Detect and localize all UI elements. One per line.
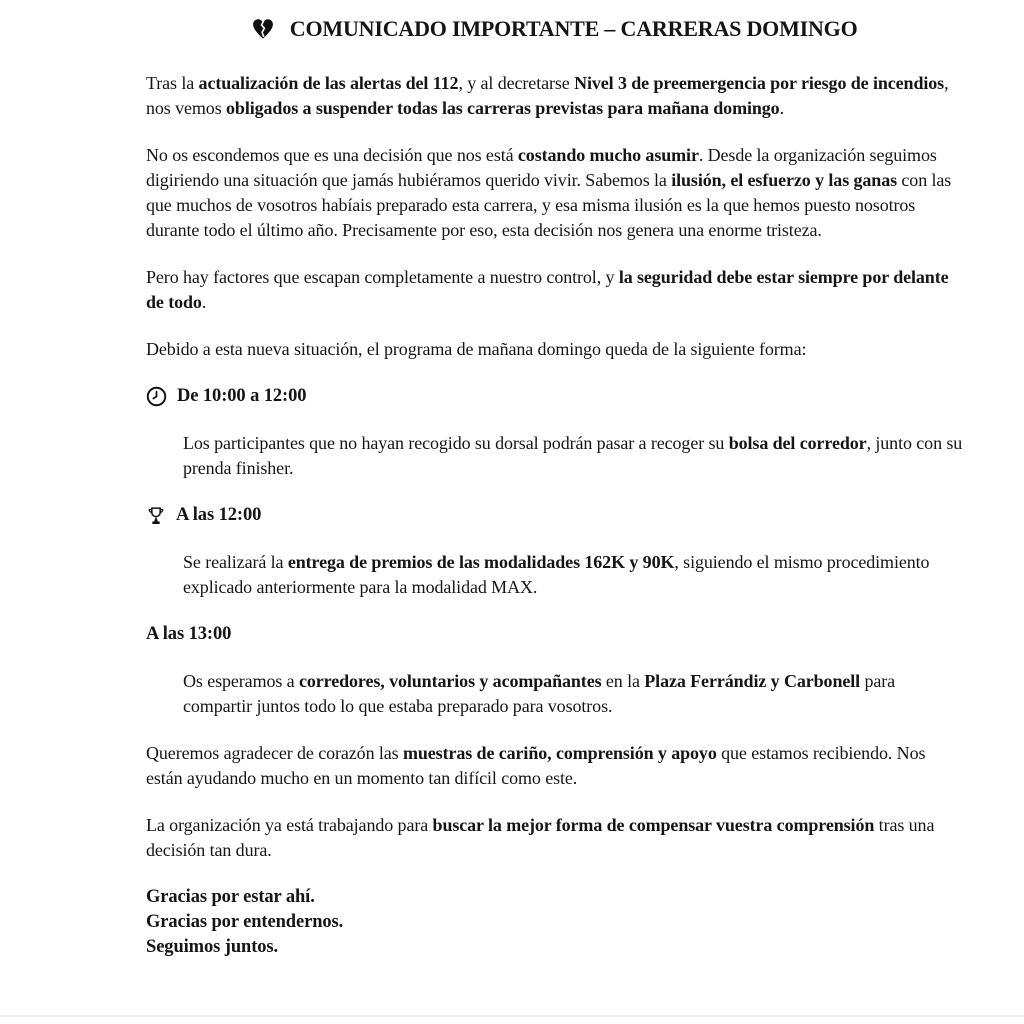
- bold-text-run: muestras de cariño, comprensión y apoyo: [402, 743, 717, 763]
- text-run: Os esperamos a: [183, 671, 299, 691]
- text-run: . Desde la organización seguimos digiriendo una situación que jamás hubiéramos querido vivir. Sabemos la: [146, 145, 937, 190]
- document-blocks: [146, 71, 963, 960]
- bold-text-run: buscar la mejor forma de compensar vuestra comprensión: [432, 815, 875, 835]
- closing-line: Gracias por estar ahí.: [146, 887, 315, 907]
- heading-text: A las 13:00: [146, 624, 232, 644]
- schedule-12-heading: [146, 503, 963, 528]
- compensation-paragraph: [146, 813, 963, 863]
- awards-paragraph: [146, 550, 963, 600]
- text-run: que estamos recibiendo. Nos están ayudando mucho en un momento tan difícil como este.: [146, 743, 926, 788]
- bib-pickup-paragraph: [146, 431, 963, 481]
- bold-text-run: Nivel 3 de preemergencia por riesgo de incendios: [574, 73, 945, 93]
- scan-artifact-line: [0, 1015, 1024, 1017]
- heading-text: De 10:00 a 12:00: [177, 386, 307, 406]
- program-intro-paragraph: [146, 337, 963, 362]
- text-run: Se realizará la: [183, 552, 288, 572]
- page-title: [146, 14, 963, 49]
- clock-icon: [146, 386, 167, 407]
- emotions-paragraph: [146, 143, 963, 243]
- closing-line: Gracias por entendernos.: [146, 912, 344, 932]
- text-run: Pero hay factores que escapan completamente a nuestro control, y: [146, 267, 619, 287]
- text-run: en la: [601, 671, 645, 691]
- schedule-10-12-heading: [146, 384, 963, 409]
- heading-text: A las 12:00: [176, 505, 262, 525]
- closing-line: Seguimos juntos.: [146, 937, 279, 957]
- bold-text-run: costando mucho asumir: [517, 145, 699, 165]
- text-run: Queremos agradecer de corazón las: [146, 743, 403, 763]
- text-run: , y al decretarse: [458, 73, 575, 93]
- thanks-paragraph: [146, 741, 963, 791]
- bold-text-run: corredores, voluntarios y acompañantes: [298, 671, 602, 691]
- text-run: , nos vemos: [146, 73, 949, 118]
- text-run: para compartir juntos todo lo que estaba preparado para vosotros.: [183, 671, 896, 716]
- closing-lines: [146, 885, 963, 960]
- broken-heart-icon: [251, 17, 275, 49]
- text-run: con las que muchos de vosotros habíais preparado esta carrera, y esa misma ilusión es la que hemos puesto nosotros durante todo el último año. Precisamente por eso, esta decisión nos genera una enorme tristeza.: [146, 170, 952, 240]
- trophy-icon: [146, 505, 166, 527]
- bold-text-run: ilusión, el esfuerzo y las ganas: [671, 170, 898, 190]
- bold-text-run: actualización de las alertas del 112: [198, 73, 459, 93]
- text-run: tras una decisión tan dura.: [146, 815, 935, 860]
- text-run: Tras la: [146, 73, 199, 93]
- bold-text-run: la seguridad debe estar siempre por delante de todo: [146, 267, 949, 312]
- bold-text-run: bolsa del corredor: [728, 433, 867, 453]
- document-body: [146, 14, 963, 960]
- bold-text-run: entrega de premios de las modalidades 162K y 90K: [287, 552, 675, 572]
- text-run: Los participantes que no hayan recogido su dorsal podrán pasar a recoger su: [183, 433, 729, 453]
- gathering-paragraph: [146, 669, 963, 719]
- bold-text-run: Plaza Ferrándiz y Carbonell: [644, 671, 861, 691]
- bold-text-run: obligados a suspender todas las carreras previstas para mañana domingo: [226, 98, 780, 118]
- text-run: Debido a esta nueva situación, el programa de mañana domingo queda de la siguiente forma:: [146, 339, 807, 359]
- safety-paragraph: [146, 265, 963, 315]
- intro-paragraph: [146, 71, 963, 121]
- text-run: .: [779, 98, 784, 118]
- text-run: La organización ya está trabajando para: [146, 815, 433, 835]
- text-run: No os escondemos que es una decisión que nos está: [146, 145, 518, 165]
- page-title-text: COMUNICADO IMPORTANTE – CARRERAS DOMINGO: [289, 16, 858, 41]
- schedule-13-heading: [146, 622, 963, 647]
- text-run: .: [201, 292, 207, 312]
- text-run: , junto con su prenda finisher.: [183, 433, 963, 478]
- text-run: , siguiendo el mismo procedimiento explicado anteriormente para la modalidad MAX.: [183, 552, 930, 597]
